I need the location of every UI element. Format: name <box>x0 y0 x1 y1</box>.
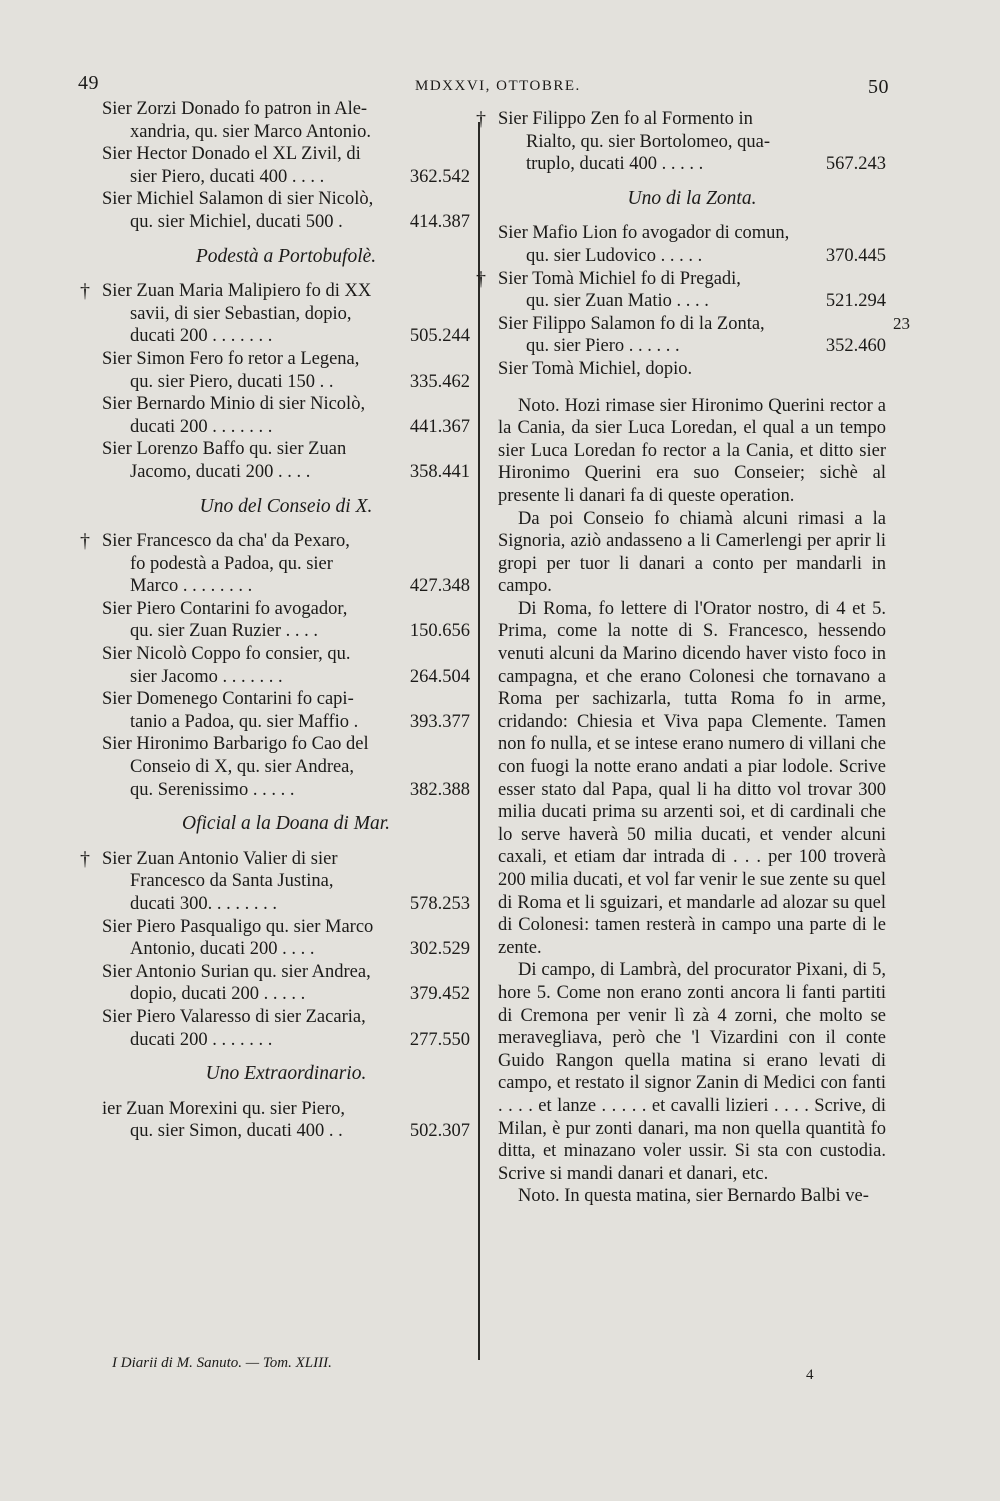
election-entry <box>102 598 470 643</box>
entry-line: Sier Nicolò Coppo fo consier, qu. <box>102 644 351 665</box>
entry-line: Sier Zorzi Donado fo patron in Ale- <box>102 99 368 119</box>
vote-count: 393.377 <box>409 711 470 732</box>
running-title: MDXXVI, OTTOBRE. <box>415 78 581 94</box>
section-heading: Uno Extraordinario. <box>205 1063 367 1085</box>
entry-line: qu. sier Ludovico . . . . . <box>526 245 703 266</box>
entry-line: Sier Hironimo Barbarigo fo Cao del <box>102 734 369 755</box>
entry-line: ducati 200 . . . . . . . <box>130 326 273 347</box>
election-entry <box>102 643 470 688</box>
entry-line: Sier Simon Fero fo retor a Legena, <box>102 348 360 369</box>
dagger-mark: † <box>476 267 486 290</box>
entry-line: dopio, ducati 200 . . . . . <box>130 984 306 1005</box>
election-entry <box>102 1006 470 1051</box>
vote-count: 264.504 <box>409 666 470 687</box>
vote-count: 302.529 <box>409 939 470 960</box>
left-column <box>80 98 470 1143</box>
column-rule <box>478 122 480 1360</box>
entry-line: ier Zuan Morexini qu. sier Piero, <box>102 1098 346 1119</box>
text-paragraph: Di campo, di Lambrà, del procurator Pixani, di 5, hore 5. Come non erano zonti ancora li fanti partiti di Cremona per venir lì zà 4 zorni, che molto se meravegliava, però che 'l Vizardini con il conte Guido Rangon quella matina si erano levati di campo, et restato il signor Zanin di Medici con fanti . . . . et lanze . . . . . et cavalli lizieri . . . . Scrive, di Milan, è pur zonti danari, ma non quella quantità fo ditta, et minazano voler ussir. Si sta con custodia. Scrive si mandi danari et danari, etc. <box>498 960 886 1184</box>
election-entry <box>498 313 886 358</box>
vote-count: 521.294 <box>825 291 886 312</box>
entry-line: Sier Antonio Surian qu. sier Andrea, <box>102 961 371 982</box>
signature-mark: 4 <box>806 1367 814 1383</box>
vote-count: 370.445 <box>825 245 886 266</box>
election-entry <box>80 847 470 916</box>
entry-line: truplo, ducati 400 . . . . . <box>526 154 704 175</box>
section-heading: Oficial a la Doana di Mar. <box>182 813 390 835</box>
entry-line: qu. sier Piero . . . . . . <box>526 336 680 357</box>
vote-count: 505.244 <box>409 326 470 347</box>
election-entry <box>102 916 470 961</box>
text-paragraph: Da poi Conseio fo chiamà alcuni rimasi a la Signoria, aziò andasseno a li Camerlengi per aprir li gropi per tuor li danari a conto per mandarli in campo. <box>498 508 886 597</box>
vote-count: 150.656 <box>409 621 470 642</box>
election-entry <box>102 1098 470 1143</box>
text-paragraph: Di Roma, fo lettere di l'Orator nostro, di 4 et 5. Prima, come la notte di S. Francesco, hessendo venuti alcuni da Marino dicendo haver visto foco in campagna, et che erano Colonesi che tornavano a Roma per sachizarla, tutta Roma fo in arme, cridando: Chiesia et Viva papa Clemente. Tamen non fo nulla, et se intese erano numero di villani che con fuogi la notte erano andati a piar lodole. Scrive esser stato dal Papa, qual li ha ditto vol trovar 300 milia ducati prima su arzenti soi, et di cardinali che lo serve haverà 50 milia ducati, et vender alcuni caxali, et etiam dar intrada di . . . per 100 troverà 200 milia ducati, et vol far venir le sue zente su quel di Roma et li sguizari, et mandarle ad alozar su quel di Colonesi: tamen resterà in campo una parte di le zente. <box>498 598 886 958</box>
entry-line: qu. sier Simon, ducati 400 . . <box>130 1121 343 1142</box>
entry-line: Sier Filippo Zen fo al Formento in <box>498 109 753 129</box>
election-entry <box>498 222 886 267</box>
section-heading: Podestà a Portobufolè. <box>195 245 377 267</box>
entry-line: Sier Piero Contarini fo avogador, <box>102 598 348 619</box>
entry-line: fo podestà a Padoa, qu. sier <box>130 553 333 574</box>
margin-note: 23 <box>893 314 910 333</box>
section-heading: Uno del Conseio di X. <box>199 495 373 517</box>
election-entry <box>102 961 470 1006</box>
election-entry <box>476 108 886 176</box>
vote-count: 362.542 <box>409 166 470 187</box>
election-entry <box>102 188 470 233</box>
entry-line: ducati 300. . . . . . . . <box>130 894 277 914</box>
vote-count: 335.462 <box>409 371 470 392</box>
entry-line: Rialto, qu. sier Bortolomeo, qua- <box>526 131 771 152</box>
vote-count: 352.460 <box>825 336 886 357</box>
entry-line: savii, di sier Sebastian, dopio, <box>130 303 352 324</box>
entry-line: Sier Lorenzo Baffo qu. sier Zuan <box>102 439 347 460</box>
entry-line: sier Jacomo . . . . . . . <box>130 666 283 687</box>
entry-line: Sier Piero Pasqualigo qu. sier Marco <box>102 916 374 937</box>
entry-line: Sier Tomà Michiel fo di Pregadi, <box>498 268 741 289</box>
entry-line: Antonio, ducati 200 . . . . <box>130 939 315 960</box>
entry-line: Sier Zuan Antonio Valier di sier <box>102 848 338 869</box>
election-entry <box>80 530 470 598</box>
entry-line: tanio a Padoa, qu. sier Maffio . <box>130 711 359 732</box>
entry-line: qu. Serenissimo . . . . . <box>130 779 295 800</box>
vote-count: 379.452 <box>409 984 470 1005</box>
entry-line: Sier Michiel Salamon di sier Nicolò, <box>102 189 374 210</box>
entry-line: Sier Mafio Lion fo avogador di comun, <box>498 223 790 244</box>
election-entry <box>102 438 470 483</box>
dagger-mark: † <box>80 530 90 553</box>
vote-count: 427.348 <box>409 576 470 597</box>
dagger-mark: † <box>80 280 90 303</box>
vote-count: 441.367 <box>409 416 470 437</box>
entry-line: Sier Zuan Maria Malipiero fo di XX <box>102 281 372 302</box>
entry-line: Sier Filippo Salamon fo di la Zonta, <box>498 313 765 334</box>
text-paragraph: Noto. Hozi rimase sier Hironimo Querini rector a la Cania, da sier Luca Loredan, el qual a un tempo sier Luca Loredan fo rector a la Cania, et ditto sier Hironimo Querini era suo Conseier; sichè al presente li danari fa di queste operation. <box>498 395 886 506</box>
entry-line: Sier Bernardo Minio di sier Nicolò, <box>102 394 366 415</box>
election-entry <box>102 98 470 143</box>
election-entry <box>102 143 470 188</box>
vote-count: 358.441 <box>409 461 470 482</box>
entry-line: Jacomo, ducati 200 . . . . <box>130 461 311 482</box>
entry-line: qu. sier Piero, ducati 150 . . <box>130 371 334 392</box>
dagger-mark: † <box>80 847 90 870</box>
entry-line: Francesco da Santa Justina, <box>130 871 334 892</box>
vote-count: 578.253 <box>409 894 470 914</box>
entry-line: xandria, qu. sier Marco Antonio. <box>130 121 371 142</box>
entry-line: Sier Hector Donado el XL Zivil, di <box>102 144 361 165</box>
vote-count: 414.387 <box>409 211 470 232</box>
election-entry <box>80 280 470 348</box>
election-entry <box>102 688 470 733</box>
entry-line: Sier Francesco da cha' da Pexaro, <box>102 531 350 552</box>
entry-line: Sier Piero Valaresso di sier Zacaria, <box>102 1006 366 1027</box>
entry-line: qu. sier Zuan Ruzier . . . . <box>130 621 319 642</box>
section-heading: Uno di la Zonta. <box>627 187 757 209</box>
entry-line: sier Piero, ducati 400 . . . . <box>130 166 325 187</box>
page-number-right: 50 <box>868 76 889 98</box>
vote-count: 277.550 <box>409 1029 470 1050</box>
right-column <box>476 108 886 1208</box>
dagger-mark: † <box>476 108 486 130</box>
footer-title: I Diarii di M. Sanuto. — Tom. XLIII. <box>112 1355 332 1371</box>
election-entry <box>102 348 470 393</box>
vote-count: 502.307 <box>409 1121 470 1142</box>
election-entry <box>102 733 470 801</box>
vote-count: 567.243 <box>825 154 886 175</box>
vote-count: 382.388 <box>409 779 470 800</box>
entry-line: Marco . . . . . . . . <box>130 576 253 597</box>
entry-line: qu. sier Zuan Matio . . . . <box>526 291 709 312</box>
entry-line: Sier Domenego Contarini fo capi- <box>102 689 354 710</box>
election-entry <box>498 358 886 381</box>
entry-line: ducati 200 . . . . . . . <box>130 1029 273 1050</box>
entry-line: Conseio di X, qu. sier Andrea, <box>130 757 355 778</box>
text-paragraph: Noto. In questa matina, sier Bernardo Balbi ve- <box>518 1186 869 1207</box>
entry-line: Sier Tomà Michiel, dopio. <box>498 358 693 379</box>
election-entry <box>476 267 886 313</box>
election-entry <box>102 393 470 438</box>
entry-line: qu. sier Michiel, ducati 500 . <box>130 211 343 232</box>
page-number-left: 49 <box>78 72 99 94</box>
entry-line: ducati 200 . . . . . . . <box>130 416 273 437</box>
